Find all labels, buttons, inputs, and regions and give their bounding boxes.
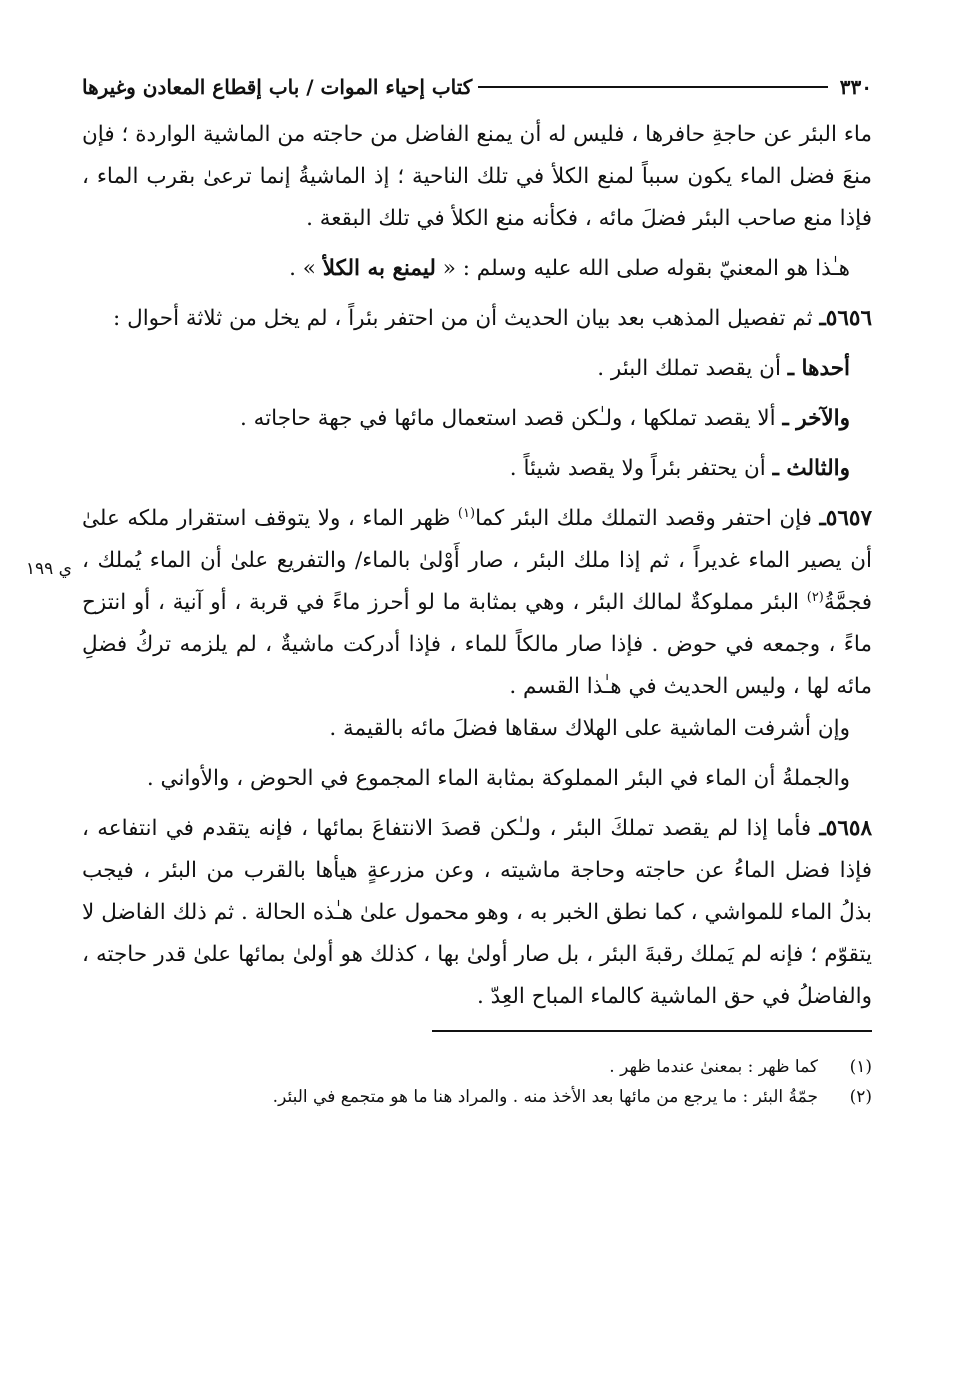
page [25, 70, 872, 1112]
p7-text: فإن احتفر وقصد التملك ملك البئر كما [475, 506, 820, 531]
p2-text: هـٰذا هو المعنيّ بقوله صلى الله عليه وسلم : « [435, 256, 850, 281]
hadith-quote: ليمنع به الكلأ [322, 256, 436, 281]
case-label: والثالث ـ [772, 456, 850, 481]
main-text [25, 114, 872, 1018]
section-number: ٥٦٥٦ـ [819, 306, 872, 331]
paragraph-5658 [82, 808, 872, 1018]
p2-end: » . [289, 256, 323, 281]
footnote-number: (٢) [849, 1086, 872, 1107]
paragraph-1: ماء البئر عن حاجةِ حافرها ، فليس له أن يمنع الفاضل من حاجته من الماشية الواردة ؛ فإن منعَ فضل الماء يكون سبباً لمنع الكلأ في تلك الناحية ؛ إذ الماشيةُ إنما ترعىٰ بقرب الماء ، فإذا منع صاحب البئر فضلَ مائه ، فكأنه منع الكلأ في تلك البقعة . [82, 122, 872, 231]
paragraph-9: والجملةُ أن الماء في البئر المملوكة بمثابة الماء المجموع في الحوض ، والأواني . [146, 766, 850, 791]
p7-text: ظهر الماء ، ولا يتوقف استقرار ملكه علىٰ أن يصير الماء غديراً ، ثم إذا ملك البئر ، صار أَوْلىٰ بالماء/ والتفريع علىٰ أن الماء يُملك ، فجمَّةُ [82, 506, 872, 615]
header-rule [478, 86, 827, 88]
case-label: أحدها ـ [787, 356, 850, 381]
footnote-marker[interactable]: (٢) [806, 589, 824, 605]
p10-text: فأما إذا لم يقصد تملكَ البئر ، ولـٰكن قصدَ الانتفاعَ بمائها ، فإنه يتقدم في انتفاعه ، فإذا فضل الماءُ عن حاجته وحاجة ماشيته ، وعن مزرعةٍ هيأها بالقرب من البئر ، فيجب بذلُ الماء للمواشي ، كما نطق الخبر به ، وهو محمول علىٰ هـٰذه الحالة . ثم ذلك الفاضل لا يتقوّم ؛ فإنه لم يَملك رقبةَ البئر ، بل صار أولىٰ بها ، كذلك هو أولىٰ بمائها علىٰ قدر حاجته ، والفاضلُ في حق الماشية كالماء المباح العِدّ . [82, 816, 872, 1009]
running-title: كتاب إحياء الموات / باب إقطاع المعادن وغيرها [82, 75, 473, 99]
paragraph-8: وإن أشرفت الماشية على الهلاك سقاها فضلَ مائه بالقيمة . [329, 716, 850, 741]
p7-text: البئر مملوكةٌ لمالك البئر ، وهي بمثابة ما لو أحرز ماءً في قربة ، أو آنية ، أو انتزح ماءً ، وجمعه في حوض . فإذا صار مالكاً للماء ، فإذا أدركت ماشيةٌ ، لم يلزمه تركُ فضلِ مائه لها ، وليس الحديث في هـٰذا القسم . [82, 590, 872, 699]
paragraph-5656 [82, 298, 872, 340]
footnotes [82, 1052, 872, 1112]
case-3 [82, 448, 872, 490]
footnote-2 [82, 1082, 872, 1112]
footnote-1 [82, 1052, 872, 1082]
footnote-marker[interactable]: (١) [457, 505, 476, 521]
case-label: والآخر ـ [782, 406, 850, 431]
case-2 [82, 398, 872, 440]
page-number: ٣٣٠ [839, 75, 872, 99]
paragraph-2 [82, 248, 872, 290]
section-number: ٥٦٥٨ـ [819, 816, 872, 841]
p3-text: ثم تفصيل المذهب بعد بيان الحديث أن من احتفر بئراً ، لم يخل من ثلاثة أحوال : [113, 306, 820, 331]
footnote-rule [432, 1030, 872, 1032]
case-text: أن يقصد تملك البئر . [597, 356, 788, 381]
footnote-number: (١) [849, 1056, 872, 1077]
case-1 [82, 348, 872, 390]
page-header [82, 70, 872, 104]
footnote-text: كما ظهر : بمعنىٰ عندما ظهر . [609, 1056, 818, 1077]
paragraph-5657 [25, 498, 872, 708]
case-text: ألا يقصد تملكها ، ولـٰكن قصد استعمال مائها في جهة حاجاته . [240, 406, 783, 431]
margin-page-reference: ي ١٩٩ [25, 559, 72, 579]
section-number: ٥٦٥٧ـ [819, 506, 872, 531]
case-text: أن يحتفر بئراً ولا يقصد شيئاً . [509, 456, 773, 481]
footnote-text: جمّةُ البئر : ما يرجع من مائها بعد الأخذ منه . والمراد هنا ما هو متجمع في البئر. [272, 1086, 818, 1107]
